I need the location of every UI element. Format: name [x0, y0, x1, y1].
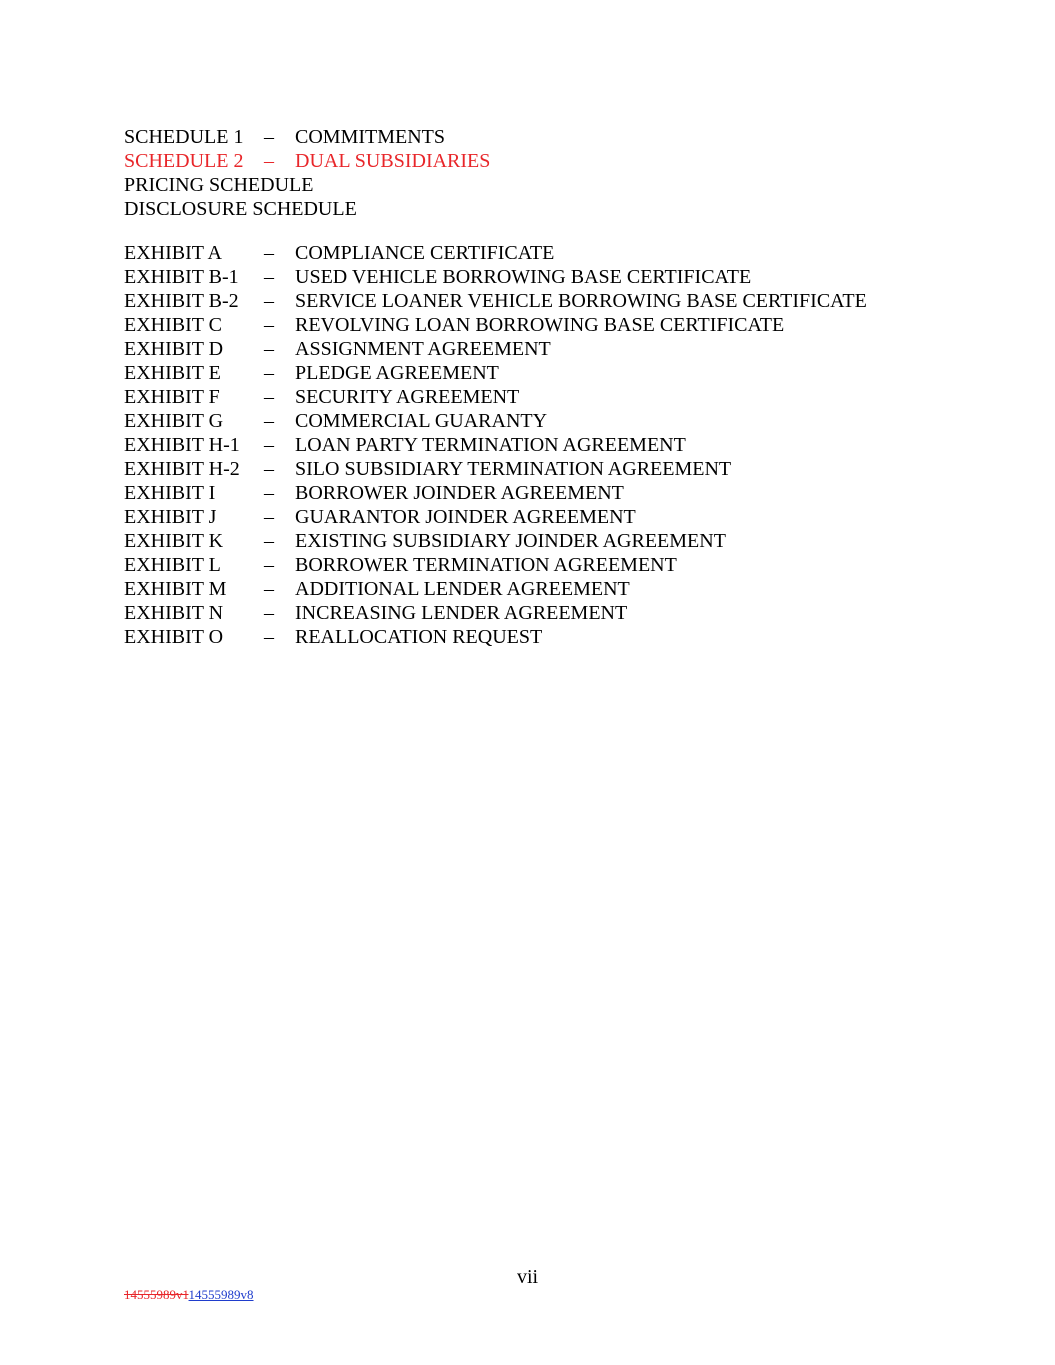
separator-dash: – — [264, 242, 274, 264]
exhibit-label: EXHIBIT H-1 — [124, 434, 240, 456]
exhibit-label: EXHIBIT G — [124, 410, 224, 432]
document-id-deleted: 14555989v1 — [124, 1287, 189, 1302]
exhibit-label: EXHIBIT M — [124, 578, 227, 600]
separator-dash: – — [264, 554, 274, 576]
separator-dash: – — [264, 410, 274, 432]
exhibit-title: INCREASING LENDER AGREEMENT — [295, 602, 628, 624]
exhibit-title: REALLOCATION REQUEST — [295, 626, 543, 648]
separator-dash: – — [264, 338, 274, 360]
separator-dash: – — [264, 290, 274, 312]
document-id-inserted: 14555989v8 — [188, 1287, 254, 1302]
exhibit-label: EXHIBIT L — [124, 554, 221, 576]
separator-dash: – — [264, 150, 274, 172]
exhibit-title: SERVICE LOANER VEHICLE BORROWING BASE CERTIFICATE — [295, 290, 867, 312]
exhibit-title: COMPLIANCE CERTIFICATE — [295, 242, 555, 264]
separator-dash: – — [264, 362, 274, 384]
exhibit-label: EXHIBIT E — [124, 362, 221, 384]
separator-dash: – — [264, 434, 274, 456]
exhibit-title: USED VEHICLE BORROWING BASE CERTIFICATE — [295, 266, 752, 288]
exhibit-label: EXHIBIT I — [124, 482, 216, 504]
separator-dash: – — [264, 602, 274, 624]
exhibit-title: BORROWER JOINDER AGREEMENT — [295, 482, 624, 504]
schedule-label: SCHEDULE 2 — [124, 150, 244, 172]
exhibit-label: EXHIBIT B-1 — [124, 266, 239, 288]
separator-dash: – — [264, 458, 274, 480]
separator-dash: – — [264, 266, 274, 288]
separator-dash: – — [264, 626, 274, 648]
separator-dash: – — [264, 126, 274, 148]
exhibit-title: SILO SUBSIDIARY TERMINATION AGREEMENT — [295, 458, 732, 480]
document-id — [124, 1287, 254, 1303]
exhibit-title: PLEDGE AGREEMENT — [295, 362, 499, 384]
exhibit-label: EXHIBIT H-2 — [124, 458, 240, 480]
separator-dash: – — [264, 386, 274, 408]
schedule-label: SCHEDULE 1 — [124, 126, 244, 148]
separator-dash: – — [264, 482, 274, 504]
exhibit-title: ASSIGNMENT AGREEMENT — [295, 338, 551, 360]
separator-dash: – — [264, 314, 274, 336]
schedule-title: COMMITMENTS — [295, 126, 446, 148]
exhibit-label: EXHIBIT C — [124, 314, 222, 336]
exhibit-label: EXHIBIT J — [124, 506, 217, 528]
exhibit-label: EXHIBIT D — [124, 338, 224, 360]
exhibit-label: EXHIBIT O — [124, 626, 224, 648]
separator-dash: – — [264, 578, 274, 600]
schedule-label: PRICING SCHEDULE — [124, 174, 314, 196]
page-number: vii — [516, 1266, 539, 1288]
exhibit-title: REVOLVING LOAN BORROWING BASE CERTIFICATE — [295, 314, 785, 336]
exhibit-title: ADDITIONAL LENDER AGREEMENT — [295, 578, 630, 600]
schedule-title: DUAL SUBSIDIARIES — [295, 150, 491, 172]
separator-dash: – — [264, 506, 274, 528]
exhibit-title: BORROWER TERMINATION AGREEMENT — [295, 554, 677, 576]
exhibit-label: EXHIBIT N — [124, 602, 224, 624]
exhibit-label: EXHIBIT F — [124, 386, 220, 408]
exhibit-title: COMMERCIAL GUARANTY — [295, 410, 548, 432]
exhibit-title: GUARANTOR JOINDER AGREEMENT — [295, 506, 636, 528]
exhibit-label: EXHIBIT A — [124, 242, 222, 264]
exhibit-label: EXHIBIT B-2 — [124, 290, 239, 312]
exhibit-title: EXISTING SUBSIDIARY JOINDER AGREEMENT — [295, 530, 726, 552]
exhibit-title: SECURITY AGREEMENT — [295, 386, 520, 408]
schedule-label: DISCLOSURE SCHEDULE — [124, 198, 357, 220]
exhibit-label: EXHIBIT K — [124, 530, 224, 552]
separator-dash: – — [264, 530, 274, 552]
exhibit-title: LOAN PARTY TERMINATION AGREEMENT — [295, 434, 686, 456]
